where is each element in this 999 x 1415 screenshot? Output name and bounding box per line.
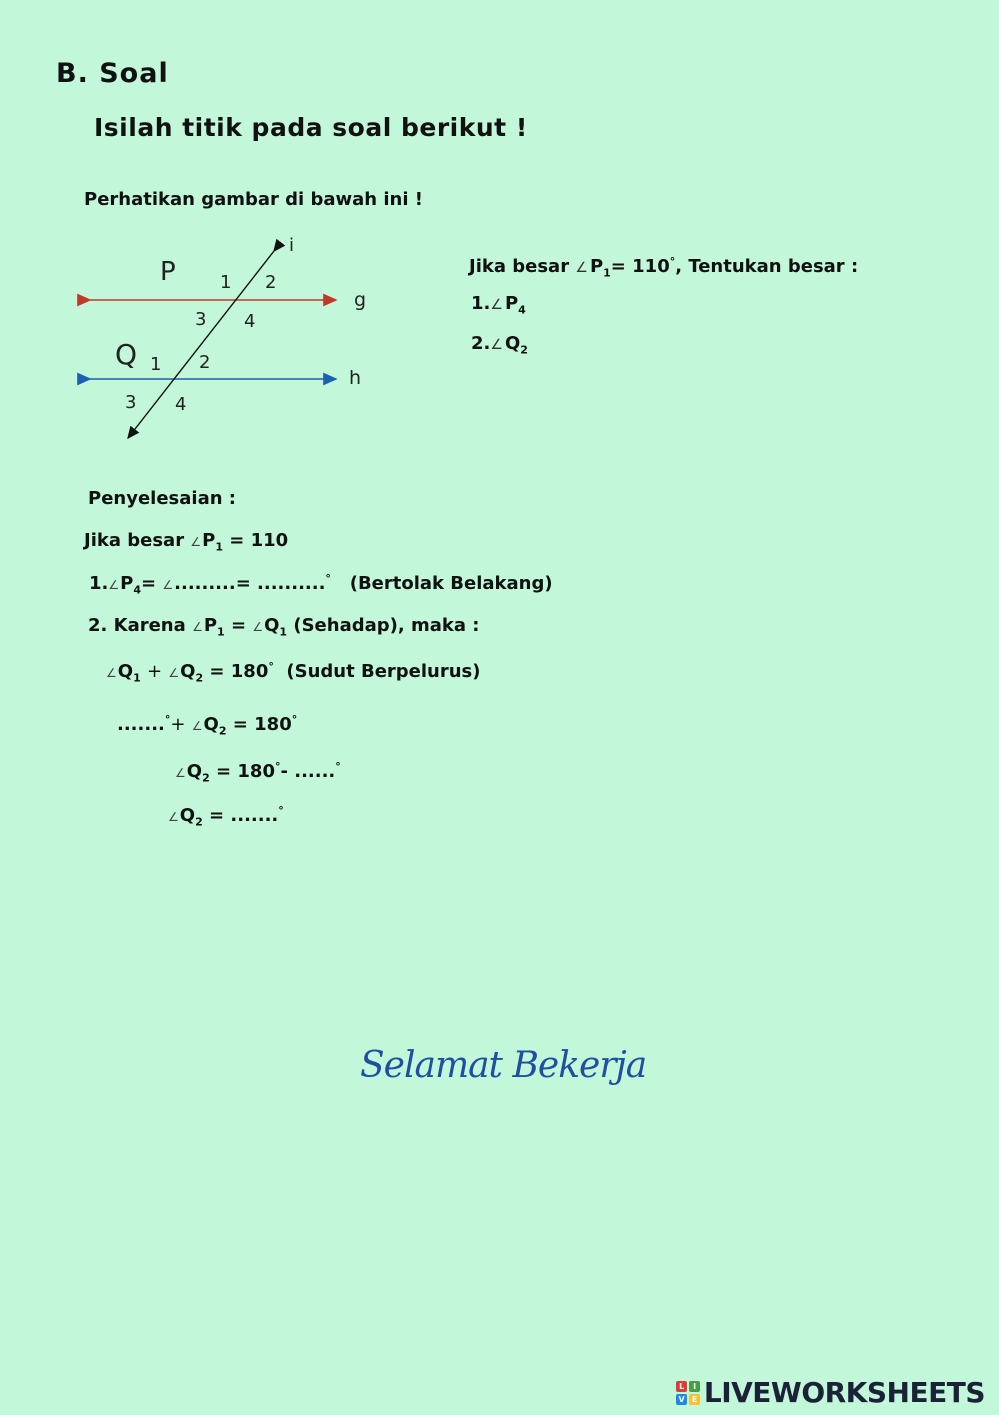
angle-icon: ∠ xyxy=(191,719,203,733)
q-angle-4: 4 xyxy=(175,394,187,415)
p-angle-2: 2 xyxy=(265,272,277,293)
p-angle-1: 1 xyxy=(220,272,232,293)
blank-field[interactable]: ......... xyxy=(174,573,236,594)
section-title: B. Soal xyxy=(56,58,169,89)
solution-line-6: $\angle Q_2 = .......^\circ$ xyxy=(168,804,284,829)
blank-field[interactable]: ....... xyxy=(117,714,165,735)
angle-icon: ∠ xyxy=(168,810,179,824)
angle-icon: ∠ xyxy=(106,666,117,680)
solution-given: Jika besar $\angle P_1 = 110$ xyxy=(84,530,289,554)
angle-icon: ∠ xyxy=(190,535,202,549)
solution-line-3: $\angle Q_1$ + $\angle Q_2 = 180^\circ$ (Sudut Berpelurus) xyxy=(106,660,481,685)
solution-line-5: $\angle Q_2 = 180^\circ-$ ......° xyxy=(175,760,341,785)
closing-message: Selamat Bekerja xyxy=(360,1045,647,1086)
blank-field[interactable]: ...... xyxy=(294,761,336,782)
label-g: g xyxy=(354,289,367,311)
angle-icon: ∠ xyxy=(490,297,503,313)
angle-icon: ∠ xyxy=(575,260,588,276)
label-h: h xyxy=(349,367,362,389)
p-angle-4: 4 xyxy=(244,311,256,332)
blank-field[interactable]: ....... xyxy=(230,805,279,826)
blank-field[interactable]: = .......... xyxy=(235,573,326,594)
given-angle: P xyxy=(589,256,604,277)
q-angle-1: 1 xyxy=(150,354,162,375)
angle-icon: ∠ xyxy=(108,578,120,592)
question-1: 1.∠ $P_4$ xyxy=(471,293,526,317)
label-i: i xyxy=(289,235,295,256)
q-angle-3: 3 xyxy=(125,392,137,413)
angle-icon: ∠ xyxy=(192,620,203,634)
instruction-heading: Isilah titik pada soal berikut ! xyxy=(94,113,528,142)
brand-logo xyxy=(676,1376,985,1409)
solution-line-4: $.......^\circ+ \angle Q_2 = 180^\circ$ xyxy=(117,713,298,738)
solution-line-2: 2. Karena $\angle P_1$ = $\angle Q_1$ (Sehadap), maka : xyxy=(88,615,480,639)
liveworksheets-logo-icon: L I V E xyxy=(676,1381,700,1405)
solution-line-1: $1.\angle P_4=$ ∠.........= ..........° (Bertolak Belakang) xyxy=(89,572,553,597)
angle-icon: ∠ xyxy=(490,337,503,353)
angle-icon: ∠ xyxy=(168,666,180,680)
question-2: 2.∠ $Q_2$ xyxy=(471,333,528,357)
angle-icon: ∠ xyxy=(252,620,264,634)
brand-name: LIVEWORKSHEETS xyxy=(703,1376,985,1409)
parallel-lines-diagram xyxy=(0,220,420,460)
q-angle-2: 2 xyxy=(199,352,211,373)
solution-heading: Penyelesaian : xyxy=(88,488,236,509)
angle-icon: ∠ xyxy=(162,578,174,592)
angle-icon: ∠ xyxy=(175,766,186,780)
given-statement: Jika besar ∠ $P_1= 110^\circ$, Tentukan besar : xyxy=(469,255,859,280)
label-Q: Q xyxy=(115,338,138,371)
p-angle-3: 3 xyxy=(195,309,207,330)
transversal-i xyxy=(128,251,277,438)
prompt-text: Perhatikan gambar di bawah ini ! xyxy=(84,189,424,210)
label-P: P xyxy=(160,257,176,287)
